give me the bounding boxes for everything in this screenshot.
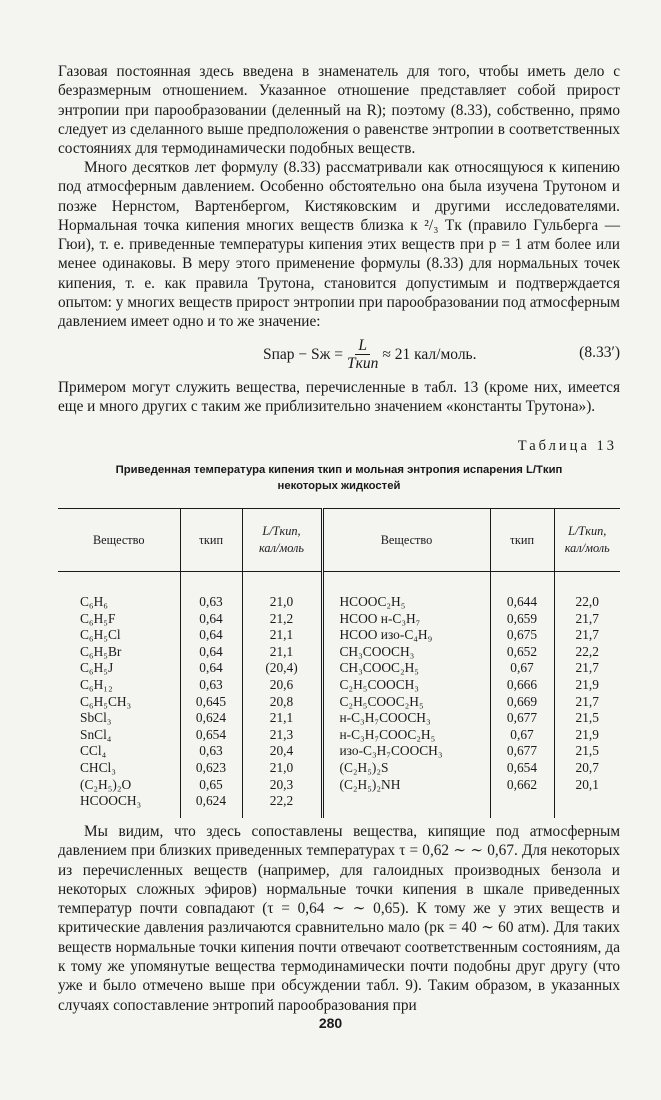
right-tau-cell: 0,659 — [490, 611, 554, 628]
left-entropy-cell: 20,8 — [242, 694, 322, 711]
table-row — [58, 710, 620, 727]
table-row — [58, 760, 620, 777]
table-row — [58, 644, 620, 661]
header-entropy-left — [242, 509, 322, 572]
right-tau-cell — [490, 793, 554, 810]
left-substance-cell: C₆H₅CH₃ — [80, 693, 132, 709]
right-tau-cell: 0,675 — [490, 627, 554, 644]
left-tau-cell: 0,645 — [180, 694, 242, 711]
left-tau-cell: 0,63 — [180, 743, 242, 760]
table-row — [58, 677, 620, 694]
table-row — [58, 777, 620, 794]
left-tau-cell: 0,64 — [180, 611, 242, 628]
trouton-formula — [58, 330, 620, 374]
table-row — [58, 743, 620, 760]
left-tau-cell: 0,624 — [180, 793, 242, 810]
header-entropy-left-unit: кал/моль — [258, 541, 305, 555]
right-substance-cell: изо-C₃H₇COOCH₃ — [322, 743, 490, 760]
formula-rhs: ≈ 21 кал/моль. — [382, 346, 477, 363]
left-tau-cell: 0,65 — [180, 777, 242, 794]
header-entropy-right-unit: кал/моль — [564, 541, 610, 555]
right-tau-cell: 0,662 — [490, 777, 554, 794]
table-row — [58, 627, 620, 644]
table-row — [58, 793, 620, 810]
paragraph-2 — [58, 158, 620, 332]
right-entropy-cell: 22,0 — [554, 594, 620, 611]
left-entropy-cell: 21,1 — [242, 627, 322, 644]
paragraph-3 — [58, 378, 620, 417]
left-substance-cell: C₆H₆ — [80, 594, 108, 609]
left-entropy-cell: 21,3 — [242, 727, 322, 744]
right-substance-cell: н-C₃H₇COOCH₃ — [322, 710, 490, 727]
right-tau-cell: 0,669 — [490, 694, 554, 711]
paragraph-4 — [58, 822, 620, 1015]
right-entropy-cell: 21,7 — [554, 660, 620, 677]
formula-denominator: Tкип — [346, 355, 379, 372]
right-entropy-cell: 20,7 — [554, 760, 620, 777]
right-substance-cell: (C₂H₅)₂NH — [322, 777, 490, 794]
right-entropy-cell: 21,5 — [554, 710, 620, 727]
left-entropy-cell: 21,2 — [242, 611, 322, 628]
left-substance-cell: SbCl₃ — [80, 710, 112, 726]
table-row — [58, 694, 620, 711]
right-substance-cell: CH₃COOCH₃ — [322, 644, 490, 661]
table-row — [58, 660, 620, 677]
right-entropy-cell: 21,9 — [554, 677, 620, 694]
left-entropy-cell: 22,2 — [242, 793, 322, 810]
right-substance-cell: HCOOC₂H₅ — [322, 594, 490, 611]
left-substance-cell: C₆H₅Cl — [80, 627, 121, 643]
header-tau-left: τкип — [180, 509, 242, 572]
left-substance-cell: CHCl₃ — [80, 759, 116, 775]
left-tau-cell: 0,64 — [180, 627, 242, 644]
right-substance-cell: HCOO н-C₃H₇ — [322, 611, 490, 628]
right-entropy-cell: 21,7 — [554, 627, 620, 644]
right-tau-cell: 0,644 — [490, 594, 554, 611]
table-header-row — [58, 509, 620, 572]
left-substance-cell: (C₂H₅)₂O — [80, 776, 132, 792]
right-entropy-cell — [554, 793, 620, 810]
left-tau-cell: 0,624 — [180, 710, 242, 727]
left-entropy-cell: 21,1 — [242, 644, 322, 661]
right-tau-cell: 0,666 — [490, 677, 554, 694]
left-substance-cell: C₆H₁₂ — [80, 676, 113, 692]
table-title-line-2: некоторых жидкостей — [277, 480, 401, 492]
header-entropy-right — [554, 509, 620, 572]
right-substance-cell: н-C₃H₇COOC₂H₅ — [322, 727, 490, 744]
right-entropy-cell: 22,2 — [554, 644, 620, 661]
right-substance-cell — [322, 793, 490, 810]
formula-lhs: Sпар − Sж = — [263, 346, 343, 363]
right-tau-cell: 0,677 — [490, 710, 554, 727]
header-entropy-left-top: L/Tкип, — [262, 524, 301, 538]
formula-numerator: L — [355, 338, 370, 355]
page-number: 280 — [318, 1015, 343, 1031]
left-tau-cell: 0,63 — [180, 677, 242, 694]
paragraph-1 — [58, 62, 620, 158]
table-row — [58, 594, 620, 611]
left-entropy-cell: (20,4) — [242, 660, 322, 677]
left-tau-cell: 0,64 — [180, 660, 242, 677]
right-entropy-cell: 21,7 — [554, 694, 620, 711]
left-tau-cell: 0,63 — [180, 594, 242, 611]
left-substance-cell: HCOOCH₃ — [80, 793, 142, 809]
right-substance-cell: (C₂H₅)₂S — [322, 760, 490, 777]
paragraph-4-text: Мы видим, что здесь сопоставлены вещества, кипящие под атмосферным давлением при близких приведенных температурах τ = 0,62 ∼ ∼ 0,67. Для некоторых из перечисленных веществ (например, для галоидных производных бензола и некоторых сложных эфиров) нормальные точки кипения в шкале приведенных температур почти совпадают (τ = 0,64 ∼ ∼ 0,65). К тому же у этих веществ и критические давления различаются сравнительно мало (pк = 40 ∼ 60 атм). Для таких веществ нормальные точки кипения почти отвечают соответственным состояниям, да к тому же упомянутые вещества термодинамически почти подобны друг другу (что уже и было отмечено выше при обсуждении табл. 9). Таким образом, в указанных случаях сопоставление энтропий парообразования при — [58, 823, 620, 1014]
left-substance-cell: CCl₄ — [80, 743, 107, 759]
table-body — [58, 572, 620, 818]
right-entropy-cell: 21,5 — [554, 743, 620, 760]
right-tau-cell: 0,652 — [490, 644, 554, 661]
right-substance-cell: C₂H₅COOC₂H₅ — [322, 694, 490, 711]
paragraph-2-text: Много десятков лет формулу (8.33) рассматривали как относящуюся к кипению под атмосферным давлением. Особенно обстоятельно она была изучена Трутоном и позже Нернстом, Вартенбергом, Кистяковским и другими исследователями. Нормальная точка кипения многих веществ близка к ²/₃ Tк (правило Гульберга — Гюи), т. е. приведенные температуры кипения этих веществ при p = 1 атм более или менее одинаковы. В меру этого применение формулы (8.33) для нормальных точек кипения, т. е. как правила Трутона, становится допустимым и подтверждается опытом: у многих веществ прирост энтропии при парообразовании под атмосферным давлением имеет одно и то же значение: — [58, 159, 620, 331]
right-entropy-cell: 21,9 — [554, 727, 620, 744]
right-tau-cell: 0,67 — [490, 727, 554, 744]
header-entropy-right-top: L/Tкип, — [568, 524, 607, 538]
right-tau-cell: 0,654 — [490, 760, 554, 777]
table-row — [58, 727, 620, 744]
right-tau-cell: 0,677 — [490, 743, 554, 760]
formula-expression — [263, 338, 477, 372]
left-entropy-cell: 21,0 — [242, 760, 322, 777]
paragraph-3-text: Примером могут служить вещества, перечисленные в табл. 13 (кроме них, имеется еще и много других с таким же приблизительно значением «константы Трутона»). — [58, 379, 620, 416]
equation-number: (8.33′) — [579, 344, 620, 361]
right-substance-cell: CH₃COOC₂H₅ — [322, 660, 490, 677]
table-caption: Таблица 13 — [517, 438, 617, 454]
right-tau-cell: 0,67 — [490, 660, 554, 677]
header-substance-left: Вещество — [58, 509, 180, 572]
left-entropy-cell: 20,6 — [242, 677, 322, 694]
header-substance-right: Вещество — [322, 509, 490, 572]
left-entropy-cell: 20,3 — [242, 777, 322, 794]
left-substance-cell: C₆H₅F — [80, 610, 116, 626]
left-entropy-cell: 20,4 — [242, 743, 322, 760]
right-entropy-cell: 20,1 — [554, 777, 620, 794]
right-substance-cell: C₂H₅COOCH₃ — [322, 677, 490, 694]
paragraph-1-text: Газовая постоянная здесь введена в знаменатель для того, чтобы иметь дело с безразмерным отношением. Указанное отношение представляет собой прирост энтропии при парообразовании (деленный на R); поэтому (8.33), собственно, прямо следует из сделанного выше предположения о равенстве энтропии в соответственных состояниях для термодинамически подобных веществ. — [58, 63, 620, 158]
data-table — [58, 508, 620, 818]
table-row — [58, 611, 620, 628]
formula-fraction — [347, 338, 378, 372]
right-entropy-cell: 21,7 — [554, 611, 620, 628]
left-substance-cell: C₆H₅J — [80, 660, 114, 676]
left-substance-cell: SnCl₄ — [80, 726, 112, 742]
table-title-line-1: Приведенная температура кипения τкип и мольная энтропия испарения L/Tкип — [115, 464, 563, 476]
left-tau-cell: 0,654 — [180, 727, 242, 744]
header-tau-right: τкип — [490, 509, 554, 572]
left-entropy-cell: 21,1 — [242, 710, 322, 727]
left-tau-cell: 0,623 — [180, 760, 242, 777]
left-entropy-cell: 21,0 — [242, 594, 322, 611]
left-substance-cell: C₆H₅Br — [80, 643, 122, 659]
right-substance-cell: HCOO изо-C₄H₉ — [322, 627, 490, 644]
left-tau-cell: 0,64 — [180, 644, 242, 661]
table-title — [58, 462, 620, 494]
